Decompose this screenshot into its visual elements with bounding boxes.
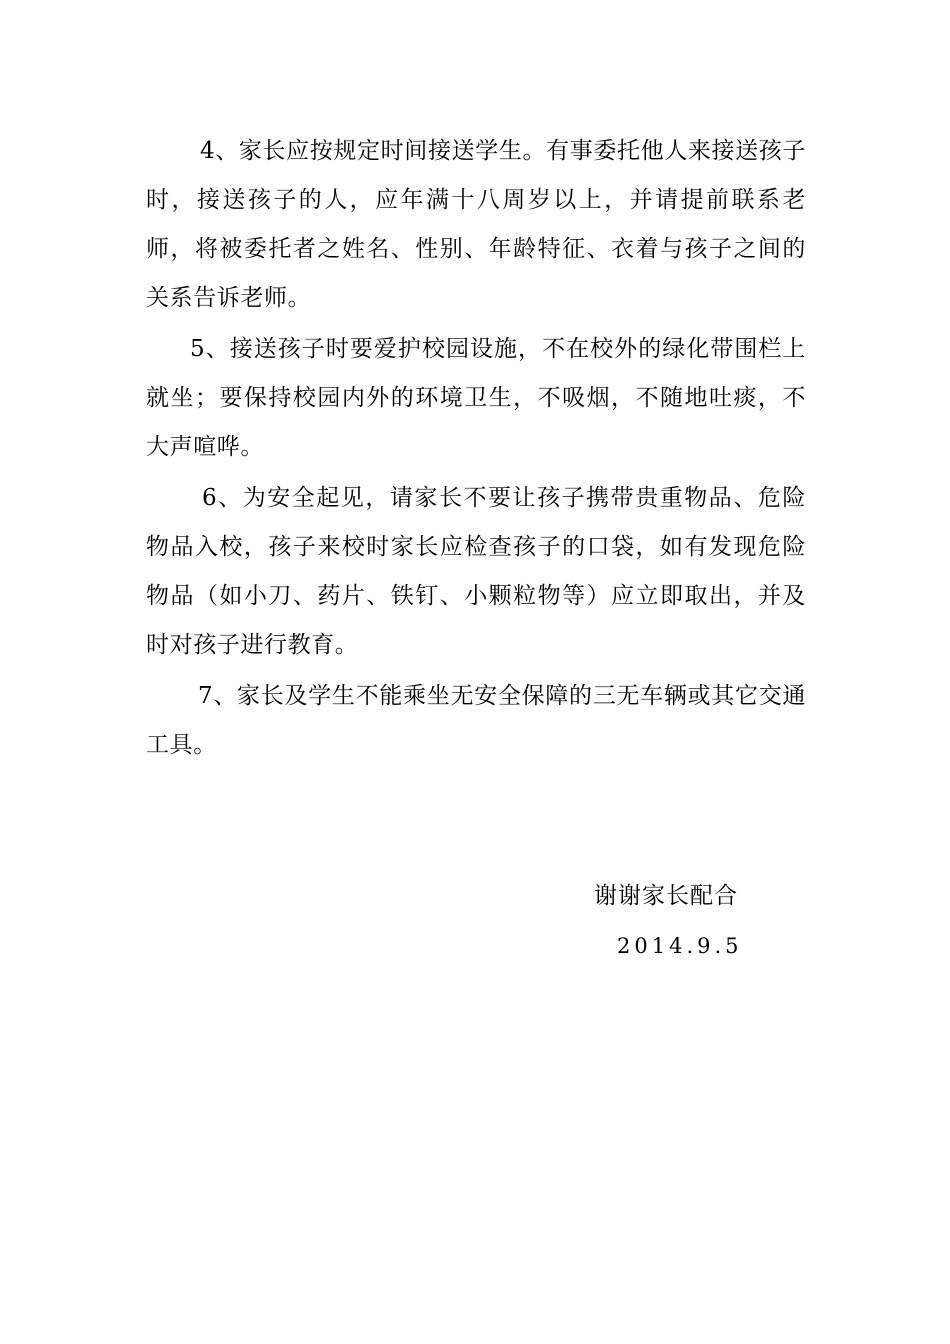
closing-line: 谢谢家长配合 [594,883,738,909]
paragraph-item-7: 7、家长及学生不能乘坐无安全保障的三无车辆或其它交通工具。 [146,683,806,758]
paragraph-item-4: 4、家长应按规定时间接送学生。有事委托他人来接送孩子时，接送孩子的人，应年满十八周岁以上，并请提前联系老师，将被委托者之姓名、性别、年龄特征、衣着与孩子之间的关系告诉老师。 [146,138,806,311]
paragraph-item-6: 6、为安全起见，请家长不要让孩子携带贵重物品、危险物品入校，孩子来校时家长应检查孩子的口袋，如有发现危险物品（如小刀、药片、铁钉、小颗粒物等）应立即取出，并及时对孩子进行教育。 [146,485,806,658]
document-date: 2014.9.5 [617,934,743,958]
paragraph-item-5: 5、接送孩子时要爱护校园设施，不在校外的绿化带围栏上就坐；要保持校园内外的环境卫生，不吸烟，不随地吐痰，不大声喧哗。 [146,336,806,460]
document-body [146,127,806,770]
